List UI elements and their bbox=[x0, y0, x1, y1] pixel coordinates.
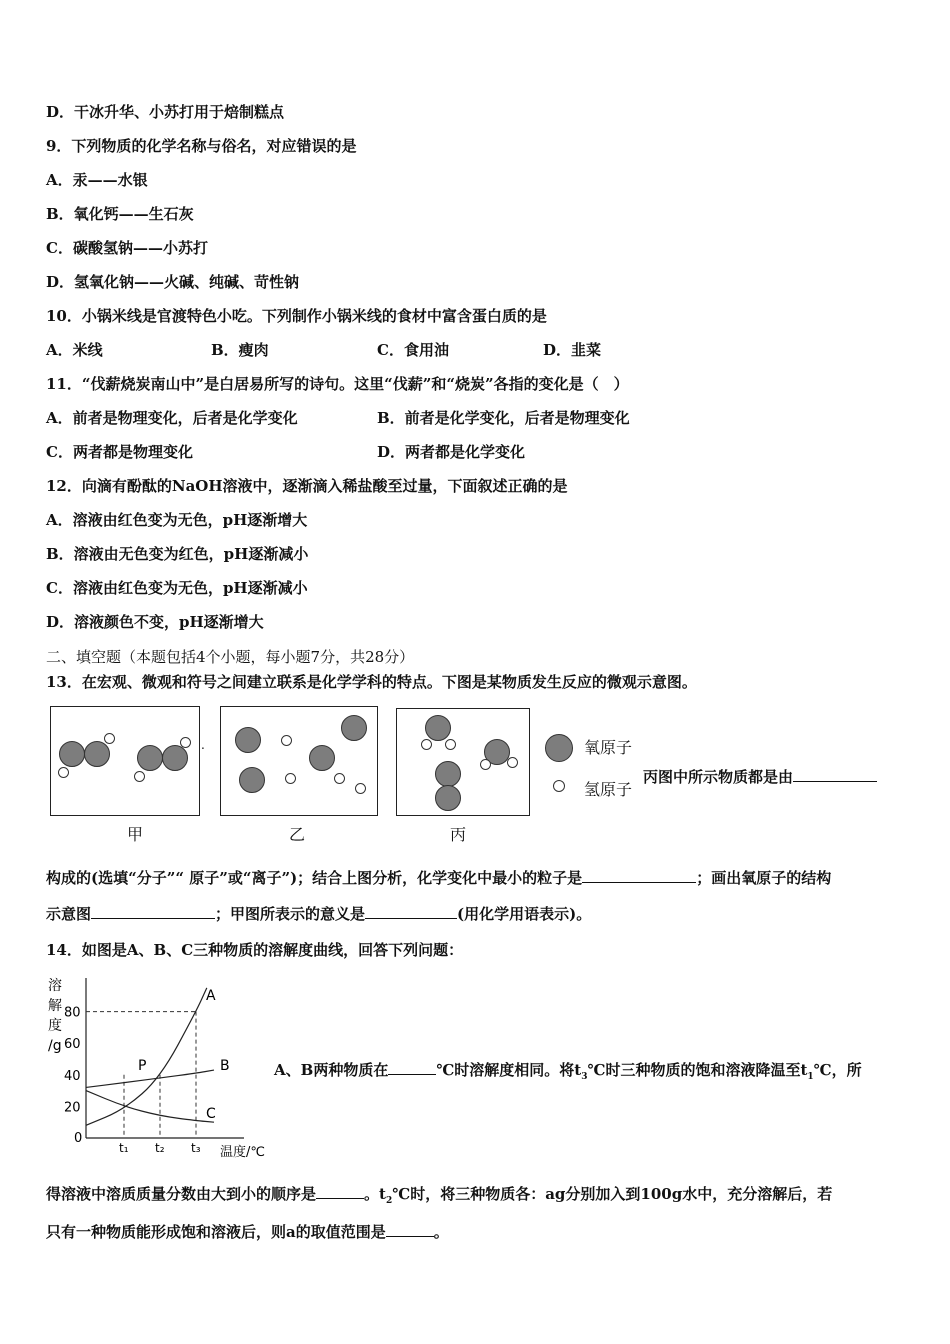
hydrogen-atom bbox=[421, 739, 432, 750]
curve-b bbox=[86, 1070, 214, 1087]
oxygen-atom bbox=[435, 761, 461, 787]
q10-option-d: D．韭菜 bbox=[543, 341, 602, 359]
x-tick-label: t₂ bbox=[155, 1141, 165, 1155]
hydrogen-atom bbox=[285, 773, 296, 784]
q13-side-text: 丙图中所示物质都是由 bbox=[643, 767, 877, 787]
origin-label: 0 bbox=[74, 1131, 83, 1146]
hydrogen-atom bbox=[480, 759, 491, 770]
series-label-b: B bbox=[220, 1058, 230, 1075]
y-axis-label-char: 解 bbox=[48, 998, 62, 1014]
q10-stem: 10．小锅米线是官渡特色小吃。下列制作小锅米线的食材中富含蛋白质的是 bbox=[46, 307, 547, 325]
answer-blank[interactable] bbox=[388, 1060, 436, 1075]
oxygen-atom bbox=[59, 741, 85, 767]
solubility-chart bbox=[44, 972, 276, 1162]
q13-line-1: 构成的(选填“分子”“ 原子”或“离子”)；结合上图分析，化学变化中最小的粒子是 ；画出氧原子的结构 bbox=[46, 869, 832, 887]
series-label-a: A bbox=[206, 988, 216, 1004]
y-axis-label-char: /g bbox=[48, 1038, 62, 1054]
diagram-box-jia bbox=[50, 706, 200, 816]
hydrogen-atom bbox=[281, 735, 292, 746]
q10-option-b: B．瘦肉 bbox=[211, 341, 269, 359]
q11-option-b: B．前者是化学变化，后者是物理变化 bbox=[377, 409, 630, 427]
caption-bing: 丙 bbox=[450, 825, 467, 844]
q10-option-a: A．米线 bbox=[46, 341, 103, 359]
q12-stem: 12．向滴有酚酞的NaOH溶液中，逐渐滴入稀盐酸至过量，下面叙述正确的是 bbox=[46, 477, 568, 495]
hydrogen-atom bbox=[104, 733, 115, 744]
legend-hydrogen-label: 氢原子 bbox=[584, 780, 633, 799]
x-tick-label: t₃ bbox=[191, 1141, 201, 1155]
hydrogen-atom bbox=[134, 771, 145, 782]
curve-a bbox=[86, 988, 207, 1125]
q9-stem: 9．下列物质的化学名称与俗名，对应错误的是 bbox=[46, 137, 357, 155]
section-2-heading: 二、填空题（本题包括4个小题，每小题7分，共28分） bbox=[46, 648, 415, 666]
q14-stem: 14．如图是A、B、C三种物质的溶解度曲线，回答下列问题： bbox=[46, 941, 464, 959]
hydrogen-atom bbox=[507, 757, 518, 768]
oxygen-atom bbox=[425, 715, 451, 741]
caption-yi: 乙 bbox=[289, 825, 306, 844]
hydrogen-atom bbox=[58, 767, 69, 778]
y-tick-label: 20 bbox=[64, 1100, 81, 1116]
oxygen-atom bbox=[435, 785, 461, 811]
q11-option-d: D．两者都是化学变化 bbox=[377, 443, 526, 461]
oxygen-atom bbox=[341, 715, 367, 741]
answer-blank[interactable] bbox=[386, 1222, 434, 1237]
oxygen-atom bbox=[235, 727, 261, 753]
q13-line-2: 示意图 ；甲图所表示的意义是 (用化学用语表示)。 bbox=[46, 905, 592, 923]
y-tick-label: 80 bbox=[64, 1005, 81, 1021]
y-tick-label: 40 bbox=[64, 1068, 81, 1084]
hydrogen-atom bbox=[355, 783, 366, 794]
q8-option-d: D．干冰升华、小苏打用于焙制糕点 bbox=[46, 103, 285, 121]
answer-blank[interactable] bbox=[365, 904, 457, 919]
legend-hydrogen-icon bbox=[553, 780, 565, 792]
q12-option-c: C．溶液由红色变为无色，pH逐渐减小 bbox=[46, 579, 308, 597]
oxygen-atom bbox=[239, 767, 265, 793]
intersection-p-label: P bbox=[138, 1057, 147, 1074]
q11-stem: 11．“伐薪烧炭南山中”是白居易所写的诗句。这里“伐薪”和“烧炭”各指的变化是（ ） bbox=[46, 375, 629, 393]
q14-line-1: 得溶液中溶质质量分数由大到小的顺序是 。$t_2℃$时，将三种物质各：ag分别加入到100g水中，充分溶解后，若 bbox=[46, 1185, 833, 1206]
q12-option-b: B．溶液由无色变为红色，pH逐渐减小 bbox=[46, 545, 309, 563]
answer-blank[interactable] bbox=[582, 868, 696, 883]
diagram-box-bing bbox=[396, 708, 530, 816]
oxygen-atom bbox=[137, 745, 163, 771]
answer-blank[interactable] bbox=[91, 904, 215, 919]
q9-option-c: C．碳酸氢钠——小苏打 bbox=[46, 239, 208, 257]
x-axis-label: 温度/℃ bbox=[220, 1145, 265, 1160]
q12-option-a: A．溶液由红色变为无色，pH逐渐增大 bbox=[46, 511, 308, 529]
diagram-box-yi bbox=[220, 706, 378, 816]
q10-option-c: C．食用油 bbox=[377, 341, 449, 359]
caption-jia: 甲 bbox=[127, 825, 144, 844]
oxygen-atom bbox=[84, 741, 110, 767]
q14-side-text: A、B两种物质在 ℃时溶解度相同。将$t_3℃$时三种物质的饱和溶液降温至$t_1℃$，所 bbox=[274, 1061, 862, 1082]
q9-option-d: D．氢氧化钠——火碱、纯碱、苛性钠 bbox=[46, 273, 300, 291]
legend-oxygen-label: 氧原子 bbox=[584, 738, 633, 757]
x-tick-label: t₁ bbox=[119, 1141, 129, 1155]
oxygen-atom bbox=[162, 745, 188, 771]
q11-option-a: A．前者是物理变化，后者是化学变化 bbox=[46, 409, 298, 427]
dot-mark: . bbox=[201, 738, 205, 752]
answer-blank[interactable] bbox=[793, 767, 877, 782]
answer-blank[interactable] bbox=[316, 1184, 364, 1199]
y-axis-label-char: 度 bbox=[48, 1018, 62, 1034]
q9-option-a: A．汞——水银 bbox=[46, 171, 148, 189]
series-label-c: C bbox=[206, 1106, 216, 1123]
q14-line-2: 只有一种物质能形成饱和溶液后，则a的取值范围是 。 bbox=[46, 1223, 449, 1241]
hydrogen-atom bbox=[180, 737, 191, 748]
q12-option-d: D．溶液颜色不变，pH逐渐增大 bbox=[46, 613, 264, 631]
oxygen-atom bbox=[309, 745, 335, 771]
q13-stem: 13．在宏观、微观和符号之间建立联系是化学学科的特点。下图是某物质发生反应的微观示意图。 bbox=[46, 673, 697, 691]
q11-option-c: C．两者都是物理变化 bbox=[46, 443, 193, 461]
y-tick-label: 60 bbox=[64, 1037, 81, 1053]
legend-oxygen-icon bbox=[545, 734, 573, 762]
y-axis-label-char: 溶 bbox=[48, 978, 62, 994]
hydrogen-atom bbox=[445, 739, 456, 750]
hydrogen-atom bbox=[334, 773, 345, 784]
q9-option-b: B．氧化钙——生石灰 bbox=[46, 205, 194, 223]
